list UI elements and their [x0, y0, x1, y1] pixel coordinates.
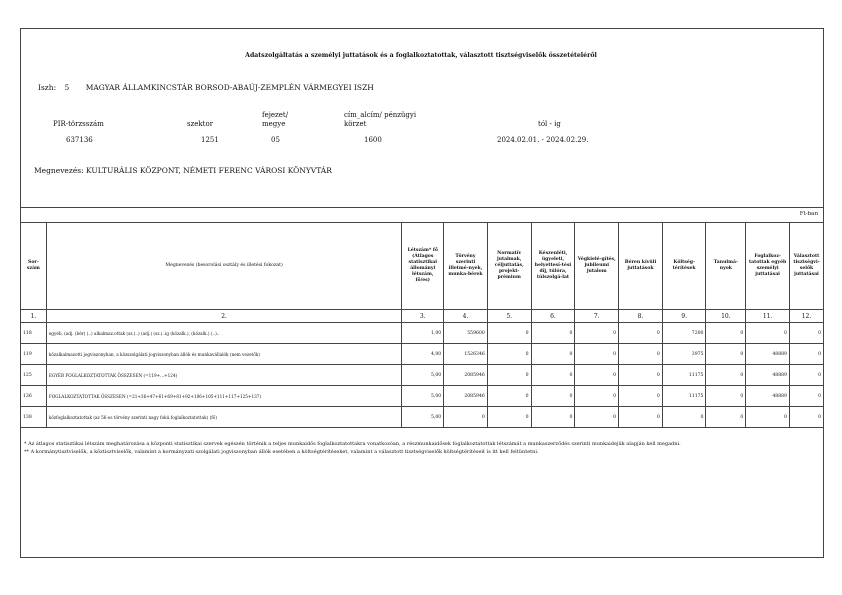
row-number: 138 — [21, 407, 47, 428]
col-number: 8. — [619, 310, 663, 323]
row-value: 0 — [531, 344, 575, 365]
unit-label: Ft-ban — [799, 211, 818, 217]
row-value: 1526346 — [444, 344, 488, 365]
row-value: 0 — [706, 365, 746, 386]
row-value: 2085946 — [444, 365, 488, 386]
org-label: Iszh: — [38, 83, 57, 92]
col-header-beren-kivuli: Béren kívüli juttatások — [619, 223, 663, 310]
row-label: közalkalmazotti jogviszonyban, a közszolgálati jogviszonyban állók és munkavállalók (nem vezetők) — [46, 344, 402, 365]
table-row — [21, 323, 824, 344]
row-value: 0 — [531, 323, 575, 344]
row-value: 0 — [487, 407, 531, 428]
row-value: 0 — [487, 386, 531, 407]
row-value: 3975 — [662, 344, 706, 365]
col-header-tanulmanyok: Tanulmá-nyok — [706, 223, 746, 310]
row-value: 0 — [789, 407, 823, 428]
col-number: 10. — [706, 310, 746, 323]
row-value: 48889 — [746, 386, 790, 407]
row-value: 0 — [746, 407, 790, 428]
col-number: 6. — [531, 310, 575, 323]
personnel-table — [20, 222, 824, 428]
meta-header-pir: PIR-törzsszám — [53, 120, 104, 128]
col-number: 12. — [789, 310, 823, 323]
meta-value-cim: 1600 — [364, 136, 382, 144]
row-value: 559600 — [444, 323, 488, 344]
row-number: 119 — [21, 344, 47, 365]
row-label: EGYÉB FOGLALKOZTATOTTAK ÖSSZESEN (=119+...+124) — [46, 365, 402, 386]
row-value: 11175 — [662, 365, 706, 386]
row-value: 0 — [619, 323, 663, 344]
row-value: 0 — [487, 323, 531, 344]
section-divider — [20, 207, 824, 208]
org-line — [38, 83, 374, 92]
row-label: FOGLALKOZTATOTTAK ÖSSZESEN (=21+36+47+61+69+81+92+106+105+111+117+125+137) — [46, 386, 402, 407]
col-header-valasztott: Választott tisztségvi-selők juttatásai — [789, 223, 823, 310]
col-header-megnevezes: Megnevezés (besorolási osztály és illetési fokozat) — [46, 223, 402, 310]
row-value: 0 — [575, 407, 619, 428]
row-value: 0 — [531, 365, 575, 386]
meta-value-szektor: 1251 — [201, 136, 219, 144]
table-header-row — [21, 223, 824, 310]
row-value: 0 — [531, 386, 575, 407]
row-value: 0 — [619, 344, 663, 365]
row-value: 48889 — [746, 344, 790, 365]
col-number: 4. — [444, 310, 488, 323]
col-header-normativ: Normatív jutalmak, céljuttatás, projekt-prémium — [487, 223, 531, 310]
row-value: 7200 — [662, 323, 706, 344]
org-code: 5 — [64, 83, 70, 92]
footnote-1: * Az átlagos statisztikai létszám meghatározása a központi statisztikai szervek egészén történik a teljes munkaidős foglalkoztatottakra vonatkozóan, a részmunkaidősek foglalkoztatottak létszámát a munkaszerződés szerinti munkaidejük alapján kell megadni. — [24, 441, 681, 447]
col-header-egyeb: Foglalkoz-tatottak egyéb személyi juttatásai — [746, 223, 790, 310]
col-number: 9. — [662, 310, 706, 323]
org-name: MAGYAR ÁLLAMKINCSTÁR BORSOD-ABAÚJ-ZEMPLÉN VÁRMEGYEI ISZH — [85, 83, 374, 92]
col-header-sorszam: Sor-szám — [21, 223, 47, 310]
row-value: 1,00 — [402, 323, 444, 344]
row-number: 118 — [21, 323, 47, 344]
meta-value-tol-ig: 2024.02.01. - 2024.02.29. — [497, 136, 589, 144]
row-label: közfoglalkoztatottak (az 56-os törvény szerinti nagy fokú foglalkoztatottak) (fő) — [46, 407, 402, 428]
meta-header-cim: cím_alcím/ pénzügyi körzet — [344, 111, 417, 128]
col-header-keszenleti: Készenléti, ügyeleti, helyettesí-tési díj, túlóra, túlszolgá-lat — [531, 223, 575, 310]
col-header-koltsegteritesek: Költség-térítések — [662, 223, 706, 310]
col-header-letszam: Létszám* fő (Átlagos statisztikai állományi létszám, fő/es) — [402, 223, 444, 310]
row-value: 5,00 — [402, 386, 444, 407]
row-value: 0 — [575, 386, 619, 407]
row-value: 0 — [619, 365, 663, 386]
row-number: 136 — [21, 386, 47, 407]
meta-value-fejezet: 05 — [271, 136, 280, 144]
row-value: 5,00 — [402, 407, 444, 428]
row-label: egyéb, (adj. (bér) (..) alkalmaz.ottak (sz.)..) (adj.) (sz.)..ig (közalk.), (közalk.) (..).. — [46, 323, 402, 344]
row-value: 48889 — [746, 365, 790, 386]
megnevezes-label: Megnevezés: — [34, 166, 84, 175]
row-value: 0 — [487, 365, 531, 386]
row-value: 0 — [619, 407, 663, 428]
row-value: 0 — [575, 365, 619, 386]
row-value: 0 — [789, 365, 823, 386]
table-row — [21, 365, 824, 386]
megnevezes-line — [34, 166, 332, 175]
footnotes — [24, 440, 814, 456]
col-number: 7. — [575, 310, 619, 323]
row-value: 2085946 — [444, 386, 488, 407]
table-row — [21, 344, 824, 365]
col-number: 11. — [746, 310, 790, 323]
row-value: 0 — [575, 344, 619, 365]
row-value: 0 — [789, 386, 823, 407]
table-row — [21, 386, 824, 407]
col-number: 3. — [402, 310, 444, 323]
report-title: Adatszolgáltatás a személyi juttatások és a foglalkoztatottak, választott tisztségviselők összetételéről — [245, 52, 597, 59]
row-value: 0 — [575, 323, 619, 344]
col-number: 2. — [46, 310, 402, 323]
row-value: 0 — [706, 323, 746, 344]
row-value: 0 — [746, 323, 790, 344]
row-value: 11175 — [662, 386, 706, 407]
row-value: 0 — [531, 407, 575, 428]
col-header-vegkielegites: Végkielé-gítés, jubileumi jutalom — [575, 223, 619, 310]
column-number-row — [21, 310, 824, 323]
row-value: 0 — [619, 386, 663, 407]
row-value: 5,00 — [402, 365, 444, 386]
row-value: 0 — [789, 323, 823, 344]
row-value: 0 — [706, 386, 746, 407]
row-value: 0 — [444, 407, 488, 428]
row-value: 4,00 — [402, 344, 444, 365]
meta-header-szektor: szektor — [187, 120, 214, 128]
megnevezes-value: KULTURÁLIS KÖZPONT, NÉMETI FERENC VÁROSI KÖNYVTÁR — [86, 166, 332, 175]
row-value: 0 — [706, 344, 746, 365]
row-value: 0 — [662, 407, 706, 428]
footnote-2: ** A kormánytisztviselők, a köztisztviselők, valamint a kormányzati szolgálati jogviszonyban állók esetében a költségtérítéseket, valamint a választott tisztségviselők költségtérítéseit is itt kell feltüntetni. — [24, 449, 539, 455]
meta-header-fejezet: fejezet/ megye — [262, 111, 289, 128]
col-number: 5. — [487, 310, 531, 323]
table-row — [21, 407, 824, 428]
meta-value-pir: 637136 — [66, 136, 93, 144]
col-number: 1. — [21, 310, 47, 323]
row-value: 0 — [706, 407, 746, 428]
col-header-illetmenyek: Törvény szerinti illetmé-nyek, munka-bérek — [444, 223, 488, 310]
row-value: 0 — [789, 344, 823, 365]
row-value: 0 — [487, 344, 531, 365]
meta-header-tol-ig: tól - ig — [538, 120, 561, 128]
row-number: 125 — [21, 365, 47, 386]
